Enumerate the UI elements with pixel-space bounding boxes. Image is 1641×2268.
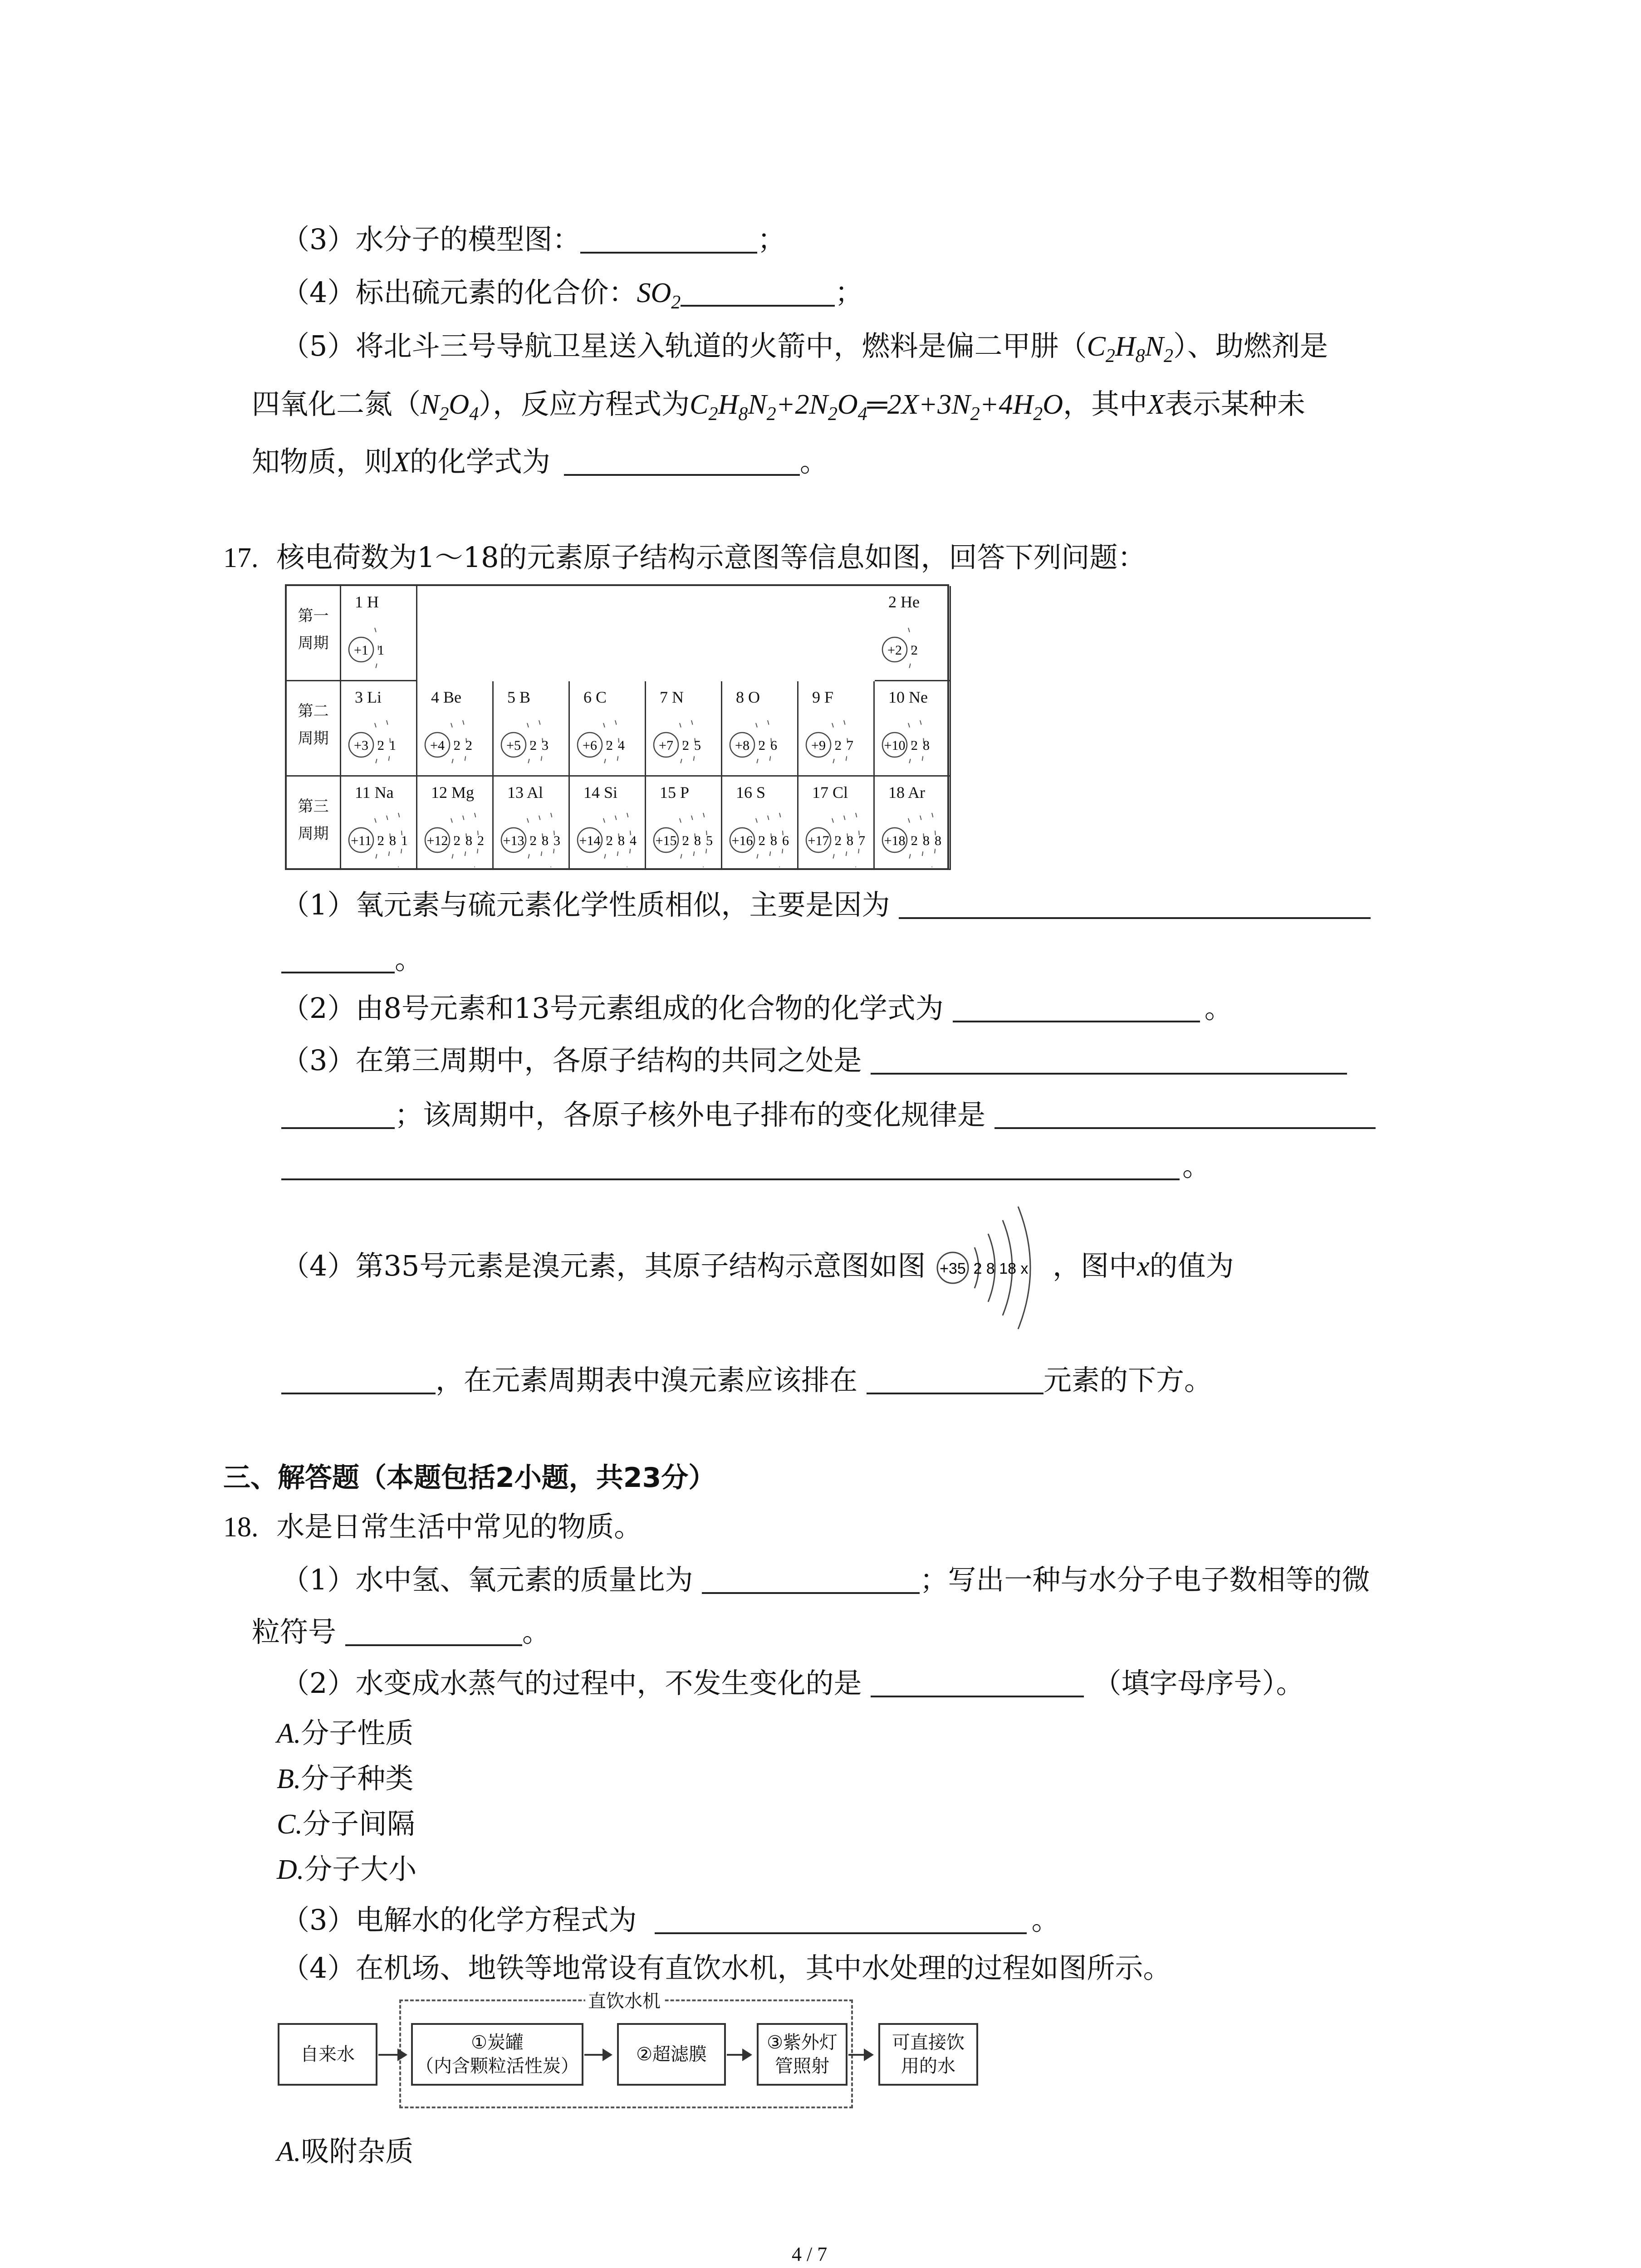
element-label: 9 F bbox=[812, 688, 834, 706]
element-label: 6 C bbox=[583, 688, 607, 706]
shell-electron-count: 2 bbox=[911, 833, 918, 848]
page-number: 4 / 7 bbox=[792, 2243, 828, 2265]
atom-structure-diagram bbox=[802, 808, 873, 867]
q18-part1-line2: 粒符号 。 bbox=[252, 1615, 551, 1648]
element-cell-ar bbox=[875, 777, 951, 870]
answer-blank[interactable] bbox=[655, 1905, 1027, 1934]
ultrafiltration-box: ②超滤膜 bbox=[617, 2023, 726, 2086]
q18-part4: （4）在机场、地铁等地常设有直饮水机，其中水处理的过程如图所示。 bbox=[281, 1951, 1171, 1984]
element-cell-h bbox=[341, 586, 417, 681]
atom-structure-diagram bbox=[421, 713, 492, 772]
element-cell-s bbox=[722, 777, 798, 870]
element-cell-si bbox=[570, 777, 646, 870]
atom-structure-diagram bbox=[345, 713, 416, 772]
element-label: 18 Ar bbox=[888, 783, 925, 802]
element-label: 17 Cl bbox=[812, 783, 848, 802]
shell-electron-count: 1 bbox=[401, 833, 408, 848]
nuclear-charge: +15 bbox=[655, 833, 677, 848]
atom-structure-diagram bbox=[573, 713, 644, 772]
element-label: 16 S bbox=[736, 783, 766, 802]
flow-arrow bbox=[848, 2054, 872, 2056]
element-label: 8 O bbox=[736, 688, 760, 706]
shell-electron-count: 1 bbox=[389, 738, 396, 753]
atom-structure-diagram bbox=[726, 808, 797, 867]
formula-n2o4: $N_2O_4$ bbox=[421, 389, 479, 425]
answer-blank[interactable] bbox=[702, 1565, 920, 1594]
element-cell-p bbox=[646, 777, 722, 870]
atom-structure-diagram bbox=[878, 618, 949, 677]
q16-part5-line2: 四氧化二氮$(N_2O_4)$，反应方程式为$C_2H_8N_2+2N_2O_4═2X+3N_2+4H_2O$，其中X表示某种未 bbox=[252, 387, 1305, 425]
element-label: 11 Na bbox=[355, 783, 394, 802]
formula-so2: $SO_2$ bbox=[637, 278, 681, 313]
q18-part4-option-a[interactable]: A.吸附杂质 bbox=[277, 2135, 414, 2168]
element-cell-c bbox=[570, 681, 646, 777]
element-cell-he bbox=[875, 586, 951, 681]
tap-water-box: 自来水 bbox=[278, 2023, 377, 2086]
nuclear-charge: +14 bbox=[579, 833, 601, 848]
shell-electron-count: 8 bbox=[770, 833, 777, 848]
element-cell-mg bbox=[417, 777, 494, 870]
element-label: 13 Al bbox=[507, 783, 544, 802]
shell-electron-count: 2 bbox=[465, 738, 472, 753]
nuclear-charge: +8 bbox=[735, 738, 749, 753]
element-cell-n bbox=[646, 681, 722, 777]
drinkable-water-box: 可直接饮 用的水 bbox=[878, 2023, 978, 2086]
period-2-label: 第二 周期 bbox=[287, 681, 341, 777]
q16-part3-text: （3）水分子的模型图： bbox=[281, 223, 581, 256]
q17-part1-cont: 。 bbox=[281, 944, 423, 973]
atom-structure-diagram bbox=[497, 713, 568, 772]
bromine-shells-svg bbox=[935, 1193, 1053, 1347]
element-label: 15 P bbox=[660, 783, 690, 802]
flow-arrow bbox=[727, 2054, 750, 2056]
atom-structure-diagram bbox=[726, 713, 797, 772]
flow-arrow bbox=[378, 2054, 406, 2056]
svg-text:2 8 18 x: 2 8 18 x bbox=[973, 1260, 1029, 1277]
q17-part3-line2: ；该周期中，各原子核外电子排布的变化规律是 bbox=[281, 1100, 1376, 1129]
atom-structure-diagram bbox=[650, 713, 720, 772]
question-number: 17. bbox=[223, 543, 259, 573]
q18-option-d[interactable]: D.分子大小 bbox=[277, 1853, 417, 1886]
atom-structure-diagram bbox=[650, 808, 720, 867]
answer-blank[interactable] bbox=[681, 278, 835, 307]
element-label: 7 N bbox=[660, 688, 684, 706]
element-cell-al bbox=[494, 777, 570, 870]
nuclear-charge: +5 bbox=[506, 738, 521, 753]
q17-part3-line3: 。 bbox=[281, 1151, 1210, 1180]
shell-electron-count: 4 bbox=[618, 738, 625, 753]
flow-arrow bbox=[584, 2054, 611, 2056]
q18-option-a[interactable]: A.分子性质 bbox=[277, 1716, 414, 1750]
q18-part2: （2）水变成水蒸气的过程中，不发生变化的是 （填字母序号）。 bbox=[281, 1667, 1304, 1700]
bromine-structure-diagram bbox=[935, 1252, 1053, 1280]
nuclear-charge: +2 bbox=[887, 643, 902, 658]
element-cell-li bbox=[341, 681, 417, 777]
answer-blank[interactable] bbox=[281, 944, 395, 973]
shell-electron-count: 2 bbox=[454, 833, 460, 848]
q17-part4: （4）第35号元素是溴元素，其原子结构示意图如图 +35 2 8 18 x ，图中x的值为 bbox=[281, 1252, 1234, 1281]
svg-text:+35: +35 bbox=[940, 1260, 966, 1277]
shell-electron-count: 8 bbox=[465, 833, 472, 848]
element-label: 5 B bbox=[507, 688, 531, 706]
q18-stem: 18. 水是日常生活中常见的物质。 bbox=[223, 1510, 642, 1543]
question-number: 18. bbox=[223, 1512, 259, 1543]
answer-blank[interactable] bbox=[871, 1668, 1084, 1697]
q18-part1-line1: （1）水中氢、氧元素的质量比为 ；写出一种与水分子电子数相等的微 bbox=[281, 1563, 1370, 1596]
element-label: 12 Mg bbox=[431, 783, 475, 802]
answer-blank[interactable] bbox=[281, 1151, 1180, 1180]
nuclear-charge: +17 bbox=[808, 833, 829, 848]
nuclear-charge: +6 bbox=[583, 738, 597, 753]
q16-part5-line3: 知物质，则X的化学式为 。 bbox=[252, 445, 828, 478]
answer-blank[interactable] bbox=[345, 1617, 522, 1646]
atom-structure-diagram bbox=[573, 808, 644, 867]
element-label: 10 Ne bbox=[888, 688, 928, 706]
shell-electron-count: 2 bbox=[377, 738, 384, 753]
element-label: 2 He bbox=[888, 593, 920, 611]
atom-structure-diagram bbox=[421, 808, 492, 867]
element-cell-be bbox=[417, 681, 494, 777]
element-cell-na bbox=[341, 777, 417, 870]
q16-part5-line1: （5）将北斗三号导航卫星送入轨道的火箭中，燃料是偏二甲肼$(C_2H_8N_2)$、助燃剂是 bbox=[281, 329, 1328, 367]
atom-structure-diagram bbox=[878, 713, 949, 772]
element-label: 14 Si bbox=[583, 783, 618, 802]
answer-blank[interactable] bbox=[281, 1365, 436, 1394]
q17-part3-line1: （3）在第三周期中，各原子结构的共同之处是 bbox=[281, 1046, 1347, 1075]
q17-part2: （2）由8号元素和13号元素组成的化合物的化学式为 。 bbox=[281, 992, 1233, 1025]
shell-electron-count: 4 bbox=[630, 833, 637, 848]
shell-electron-count: 6 bbox=[782, 833, 789, 848]
nuclear-charge: +12 bbox=[426, 833, 448, 848]
period-1-label: 第一 周期 bbox=[287, 586, 341, 681]
shell-electron-count: 2 bbox=[682, 833, 689, 848]
atom-structure-diagram bbox=[345, 808, 416, 867]
nuclear-charge: +16 bbox=[731, 833, 753, 848]
shell-electron-count: 8 bbox=[542, 833, 549, 848]
q16-part4: （4）标出硫元素的化合价：$SO_2$ ； bbox=[281, 276, 863, 313]
answer-blank[interactable] bbox=[580, 225, 757, 254]
atom-structure-diagram bbox=[345, 618, 416, 677]
q18-part3: （3）电解水的化学方程式为 。 bbox=[281, 1903, 1060, 1936]
shell-electron-count: 7 bbox=[847, 738, 853, 753]
answer-blank[interactable] bbox=[281, 1100, 395, 1129]
element-label: 4 Be bbox=[431, 688, 461, 706]
q18-option-b[interactable]: B.分子种类 bbox=[277, 1762, 414, 1795]
answer-blank[interactable] bbox=[994, 1100, 1376, 1129]
shell-electron-count: 3 bbox=[542, 738, 549, 753]
shell-electron-count: 8 bbox=[694, 833, 701, 848]
shell-electron-count: 5 bbox=[694, 738, 701, 753]
periodic-table-figure bbox=[285, 584, 949, 870]
shell-electron-count: 2 bbox=[835, 738, 842, 753]
atom-structure-diagram bbox=[878, 808, 949, 867]
shell-electron-count: 2 bbox=[835, 833, 842, 848]
nuclear-charge: +1 bbox=[354, 643, 368, 658]
shell-electron-count: 2 bbox=[377, 833, 384, 848]
formula-c2h8n2: $C_2H_8N_2$ bbox=[1087, 331, 1173, 367]
element-cell-f bbox=[798, 681, 875, 777]
nuclear-charge: +3 bbox=[354, 738, 368, 753]
q18-option-c[interactable]: C.分子间隔 bbox=[277, 1807, 415, 1840]
shell-electron-count: 2 bbox=[911, 738, 918, 753]
reaction-equation: $C_2H_8N_2+2N_2O_4═2X+3N_2+4H_2O$ bbox=[690, 389, 1063, 425]
shell-electron-count: 8 bbox=[923, 738, 930, 753]
machine-label: 直饮水机 bbox=[585, 1992, 663, 2010]
answer-blank[interactable] bbox=[953, 993, 1200, 1022]
element-cell-b bbox=[494, 681, 570, 777]
answer-blank[interactable] bbox=[899, 890, 1371, 919]
nuclear-charge: +18 bbox=[884, 833, 906, 848]
shell-electron-count: 2 bbox=[759, 738, 765, 753]
period-3-label: 第三 周期 bbox=[287, 777, 341, 870]
shell-electron-count: 2 bbox=[530, 833, 537, 848]
answer-blank[interactable] bbox=[871, 1046, 1347, 1075]
answer-blank[interactable] bbox=[867, 1365, 1043, 1394]
shell-electron-count: 2 bbox=[682, 738, 689, 753]
element-label: 3 Li bbox=[355, 688, 382, 706]
shell-electron-count: 6 bbox=[770, 738, 777, 753]
q16-part3: （3）水分子的模型图： ； bbox=[281, 223, 786, 256]
atom-structure-diagram bbox=[802, 713, 873, 772]
nuclear-charge: +9 bbox=[811, 738, 826, 753]
answer-blank[interactable] bbox=[564, 447, 800, 476]
element-cell-o bbox=[722, 681, 798, 777]
shell-electron-count: 2 bbox=[911, 643, 918, 658]
q17-stem: 17. 核电荷数为1～18的元素原子结构示意图等信息如图，回答下列问题： bbox=[223, 541, 1146, 574]
shell-electron-count: 2 bbox=[530, 738, 537, 753]
shell-electron-count: 8 bbox=[618, 833, 625, 848]
q17-part1: （1）氧元素与硫元素化学性质相似，主要是因为 bbox=[281, 890, 1371, 919]
uv-lamp-box: ③紫外灯 管照射 bbox=[757, 2023, 847, 2086]
atom-structure-diagram bbox=[497, 808, 568, 867]
section-heading: 三、解答题（本题包括2小题，共23分） bbox=[223, 1462, 716, 1494]
shell-electron-count: 2 bbox=[454, 738, 460, 753]
shell-electron-count: 2 bbox=[477, 833, 484, 848]
shell-electron-count: 8 bbox=[935, 833, 941, 848]
q17-part4-cont: ，在元素周期表中溴元素应该排在 元素的下方。 bbox=[281, 1365, 1212, 1394]
shell-electron-count: 1 bbox=[377, 643, 384, 658]
nuclear-charge: +10 bbox=[884, 738, 906, 753]
shell-electron-count: 5 bbox=[706, 833, 713, 848]
element-cell-cl bbox=[798, 777, 875, 870]
shell-electron-count: 8 bbox=[923, 833, 930, 848]
shell-electron-count: 3 bbox=[554, 833, 560, 848]
shell-electron-count: 8 bbox=[389, 833, 396, 848]
nuclear-charge: +13 bbox=[503, 833, 524, 848]
element-cell-ne bbox=[875, 681, 951, 777]
carbon-tank-box: ①炭罐 （内含颗粒活性炭） bbox=[411, 2023, 583, 2086]
shell-electron-count: 7 bbox=[858, 833, 865, 848]
nuclear-charge: +4 bbox=[430, 738, 445, 753]
nuclear-charge: +7 bbox=[659, 738, 673, 753]
shell-electron-count: 2 bbox=[606, 833, 613, 848]
shell-electron-count: 2 bbox=[759, 833, 765, 848]
nuclear-charge: +11 bbox=[351, 833, 372, 848]
shell-electron-count: 2 bbox=[606, 738, 613, 753]
shell-electron-count: 8 bbox=[847, 833, 853, 848]
element-label: 1 H bbox=[355, 593, 379, 611]
